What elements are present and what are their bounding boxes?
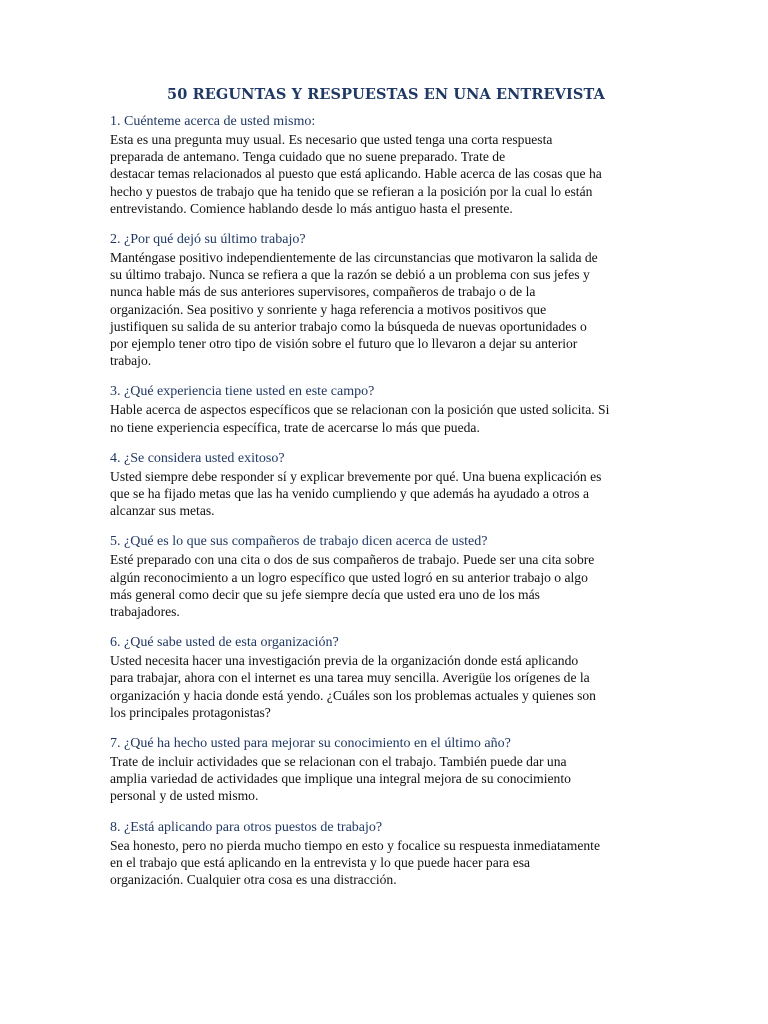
answer-line: preparada de antemano. Tenga cuidado que no suene preparado. Trate de bbox=[110, 149, 506, 165]
answer-line: que se ha fijado metas que las ha venido cumpliendo y que además ha ayudado a otros a bbox=[110, 486, 590, 502]
answer-paragraph bbox=[110, 551, 662, 620]
qa-item-5 bbox=[110, 533, 662, 620]
answer-line: en el trabajo que está aplicando en la entrevista y lo que puede hacer para esa bbox=[110, 854, 531, 870]
answer-line: Trate de incluir actividades que se relacionan con el trabajo. También puede dar una bbox=[110, 754, 567, 770]
document-title: 50 REGUNTAS Y RESPUESTAS EN UNA ENTREVISTA bbox=[167, 86, 605, 103]
question-heading: 3. ¿Qué experiencia tiene usted en este campo? bbox=[110, 384, 375, 400]
answer-line: para trabajar, ahora con el internet es una tarea muy sencilla. Averigüe los orígenes de la bbox=[110, 670, 590, 686]
qa-item-6 bbox=[110, 634, 662, 721]
answer-line: Hable acerca de aspectos específicos que se relacionan con la posición que usted solicita. Si bbox=[110, 402, 610, 418]
answer-line: Usted necesita hacer una investigación previa de la organización donde está aplicando bbox=[110, 653, 579, 669]
answer-line: organización. Cualquier otra cosa es una distracción. bbox=[110, 872, 397, 888]
answer-line: Usted siempre debe responder sí y explicar brevemente por qué. Una buena explicación es bbox=[110, 468, 602, 484]
qa-item-2 bbox=[110, 231, 662, 369]
answer-line: entrevistando. Comience hablando desde lo más antiguo hasta el presente. bbox=[110, 200, 513, 216]
question-heading: 7. ¿Qué ha hecho usted para mejorar su conocimiento en el último año? bbox=[110, 736, 511, 752]
answer-line: su último trabajo. Nunca se refiera a que la razón se debió a un problema con sus jefes y bbox=[110, 267, 590, 283]
answer-line: amplia variedad de actividades que implique una integral mejora de su conocimiento bbox=[110, 771, 571, 787]
answer-line: Sea honesto, pero no pierda mucho tiempo en esto y focalice su respuesta inmediatamente bbox=[110, 837, 600, 853]
answer-paragraph bbox=[110, 468, 662, 520]
qa-item-1 bbox=[110, 113, 662, 217]
answer-paragraph bbox=[110, 837, 662, 889]
answer-line: algún reconocimiento a un logro específico que usted logró en su anterior trabajo o algo bbox=[110, 569, 588, 585]
answer-line: trabajo. bbox=[110, 353, 152, 369]
answer-paragraph bbox=[110, 753, 662, 805]
answer-line: por ejemplo tener otro tipo de visión sobre el futuro que lo llevaron a dejar su anterior bbox=[110, 336, 578, 352]
question-heading: 1. Cuénteme acerca de usted mismo: bbox=[110, 114, 316, 129]
answer-line: nunca hable más de sus anteriores supervisores, compañeros de trabajo o de la bbox=[110, 284, 536, 300]
answer-line: los principales protagonistas? bbox=[110, 704, 271, 720]
answer-line: trabajadores. bbox=[110, 604, 180, 620]
answer-paragraph bbox=[110, 131, 662, 217]
question-heading: 8. ¿Está aplicando para otros puestos de trabajo? bbox=[110, 819, 383, 835]
answer-line: hecho y puestos de trabajo que ha tenido que se refieran a la posición por la cual lo están bbox=[110, 183, 593, 199]
question-heading: 2. ¿Por qué dejó su último trabajo? bbox=[110, 232, 306, 248]
question-heading: 5. ¿Qué es lo que sus compañeros de trabajo dicen acerca de usted? bbox=[110, 534, 488, 550]
answer-line: más general como decir que su jefe siempre decía que usted era uno de los más bbox=[110, 586, 540, 602]
answer-line: alcanzar sus metas. bbox=[110, 503, 215, 519]
question-heading: 6. ¿Qué sabe usted de esta organización? bbox=[110, 635, 339, 651]
answer-line: justifiquen su salida de su anterior trabajo como la búsqueda de nuevas oportunidades o bbox=[110, 318, 587, 334]
answer-line: destacar temas relacionados al puesto que está aplicando. Hable acerca de las cosas que ha bbox=[110, 166, 602, 182]
answer-line: organización. Sea positivo y sonriente y haga referencia a motivos positivos que bbox=[110, 301, 547, 317]
answer-line: Esté preparado con una cita o dos de sus compañeros de trabajo. Puede ser una cita sobre bbox=[110, 552, 595, 568]
question-heading: 4. ¿Se considera usted exitoso? bbox=[110, 450, 285, 466]
qa-item-8 bbox=[110, 819, 662, 889]
answer-paragraph bbox=[110, 249, 662, 369]
document-page bbox=[110, 86, 662, 902]
answer-line: personal y de usted mismo. bbox=[110, 788, 259, 804]
answer-line: organización y hacia donde está yendo. ¿Cuáles son los problemas actuales y quienes son bbox=[110, 687, 596, 703]
answer-line: Manténgase positivo independientemente de las circunstancias que motivaron la salida de bbox=[110, 250, 598, 266]
answer-paragraph bbox=[110, 652, 662, 721]
answer-line: Esta es una pregunta muy usual. Es necesario que usted tenga una corta respuesta bbox=[110, 132, 553, 147]
qa-item-4 bbox=[110, 450, 662, 520]
answer-paragraph bbox=[110, 401, 662, 435]
qa-item-3 bbox=[110, 383, 662, 435]
answer-line: no tiene experiencia específica, trate de acercarse lo más que pueda. bbox=[110, 419, 480, 435]
qa-item-7 bbox=[110, 735, 662, 805]
